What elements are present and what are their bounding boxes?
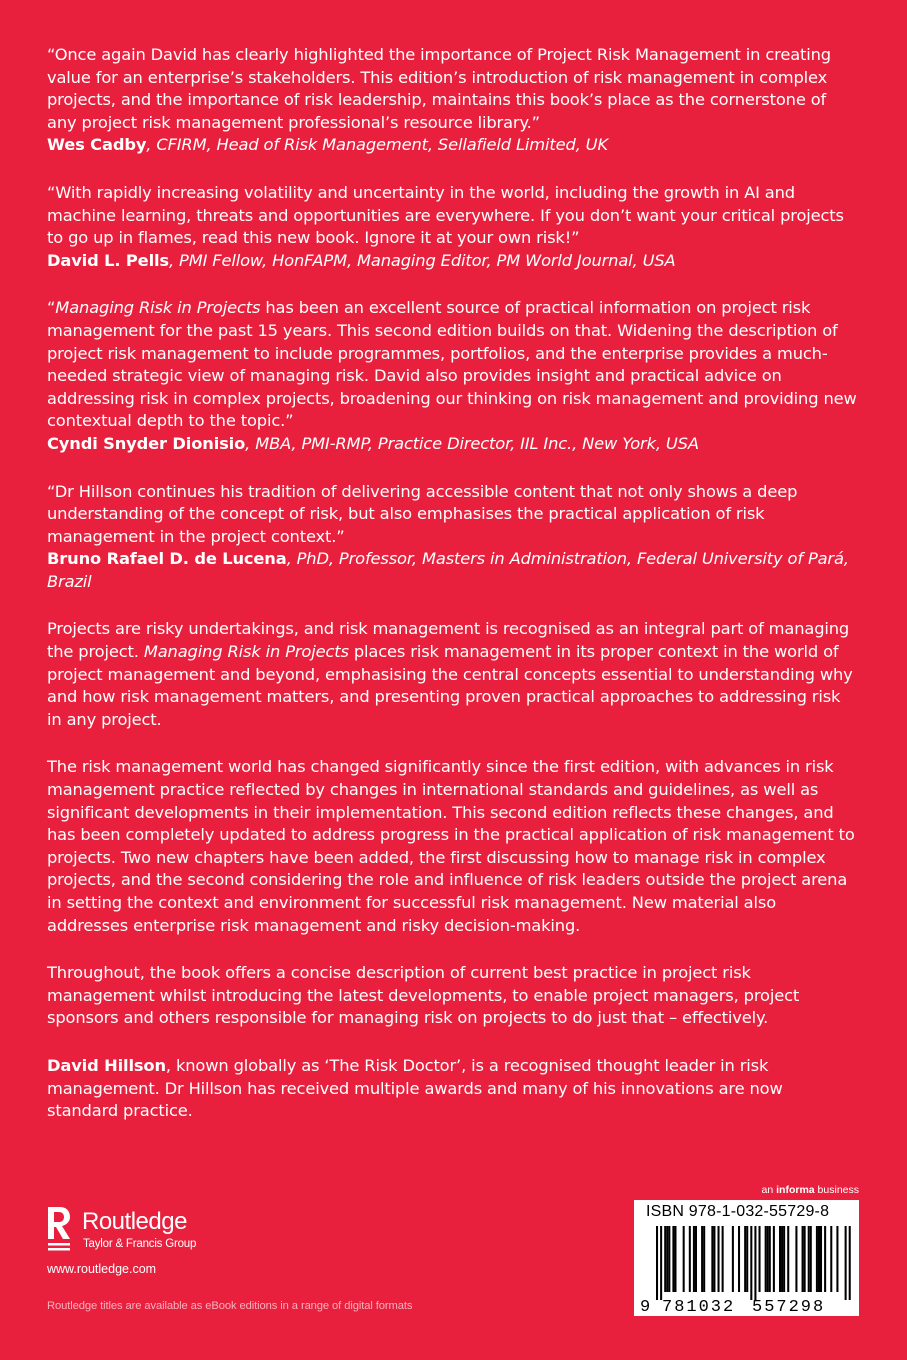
description-text: Projects are risky undertakings, and risk management is recognised as an integral part of managing the project. [47, 619, 850, 662]
book-title: Managing Risk in Projects [143, 642, 349, 662]
barcode-bar [689, 1226, 691, 1292]
quote-text: “Dr Hillson continues his tradition of delivering accessible content that not only shows a deep understanding of the concept of risk, but also emphasises the practical application of risk management in the project context.” [47, 481, 798, 546]
barcode-bar [824, 1226, 826, 1292]
barcode-bar [836, 1226, 838, 1292]
isbn-barcode [634, 1200, 859, 1316]
endorsement-quote [47, 297, 857, 455]
barcode-bar [672, 1226, 674, 1292]
barcode-guard-bar [656, 1226, 658, 1300]
barcode-bar [664, 1226, 666, 1292]
barcode-bar [695, 1226, 697, 1292]
barcode-digits-left: 781032 [662, 1298, 736, 1316]
barcode-bar [767, 1226, 769, 1292]
barcode-bar [810, 1226, 812, 1292]
barcode-bar [674, 1226, 676, 1292]
barcode-bar [732, 1226, 734, 1292]
barcode-digit-first: 9 [640, 1298, 651, 1316]
quote-text: “Once again David has clearly highlighted the importance of Project Risk Management in creating value for an enterprise’s stakeholders. This edition’s introduction of risk management in complex projects, and the importance of risk leadership, maintains this book’s place as the cornerstone of any project risk management professional’s resource library.” [47, 45, 831, 132]
description-paragraph: Throughout, the book offers a concise description of current best practice in project risk management whilst introducing the latest developments, to enable project managers, project sponsors and others responsible for managing risk on projects to do just that – effectively. [47, 963, 800, 1028]
barcode-bars [656, 1226, 851, 1300]
barcode-bar [668, 1226, 670, 1292]
back-cover-text [47, 44, 857, 1123]
isbn-label: ISBN 978-1-032-55729-8 [646, 1203, 830, 1220]
barcode-guard-bar [750, 1226, 752, 1300]
informa-suffix: business [814, 1184, 859, 1196]
barcode-bar [744, 1226, 746, 1292]
barcode-bar [830, 1226, 832, 1292]
barcode-bar [818, 1226, 820, 1292]
quote-attribution [47, 134, 857, 157]
barcode-bar [781, 1226, 783, 1292]
quote-attribution [47, 433, 857, 456]
barcode-bar [765, 1226, 767, 1292]
book-title: Managing Risk in Projects [55, 298, 261, 318]
barcode-bar [783, 1226, 785, 1292]
endorsement-quote [47, 44, 857, 157]
publisher-group: Taylor & Francis Group [83, 1238, 197, 1250]
barcode-guard-bar [849, 1226, 851, 1300]
barcode-guard-bar [660, 1226, 662, 1300]
barcode-guard-bar [845, 1226, 847, 1300]
endorser-credentials: , CFIRM, Head of Risk Management, Sellafield Limited, UK [146, 135, 608, 155]
barcode-guard-bar [754, 1226, 756, 1300]
barcode-bar [802, 1226, 804, 1292]
author-bio [47, 1055, 857, 1123]
barcode-bar [718, 1226, 720, 1292]
barcode-digits-right: 557298 [752, 1298, 826, 1316]
endorsement-quote [47, 182, 857, 272]
routledge-logo-icon [46, 1205, 72, 1253]
endorser-name: Wes Cadby [47, 135, 147, 155]
quote-text: “Managing Risk in Projects has been an excellent source of practical information on project risk management for the past 15 years. This second edition builds on that. Widening the description of project risk management to include programmes, portfolios, and the enterprise provides a much-needed strategic view of managing risk. David also provides insight and practical advice on addressing risk in complex projects, broadening our thinking on risk management and providing new contextual depth to the topic.” [47, 298, 857, 431]
barcode-bar [787, 1226, 789, 1292]
quote-text: “With rapidly increasing volatility and uncertainty in the world, including the growth in AI and machine learning, threats and opportunities are everywhere. If you don’t want your critical projects to go up in flames, read this new book. Ignore it at your own risk!” [47, 182, 844, 248]
description-text: places risk management in its proper context in the world of project management and beyond, emphasising the central concepts essential to understanding why and how risk management matters, and presenting proven practical approaches to addressing risk in any project. [47, 642, 853, 729]
author-name: David Hillson [47, 1055, 166, 1075]
description-paragraph: The risk management world has changed significantly since the first edition, with advances in risk management practice reflected by changes in international standards and guidelines, as well as significant developments in their implementation. This second edition reflects these changes, and has been completely updated to address progress in the practical application of risk management to projects. Two new chapters have been added, the first discussing how to manage risk in complex projects, and the second considering the role and influence of risk leaders outside the project arena in setting the context and environment for successful risk management. New material also addresses enterprise risk management and risky decision-making. [47, 757, 855, 935]
informa-prefix: an [761, 1184, 777, 1196]
quote-attribution [47, 250, 857, 273]
barcode-bar [683, 1226, 685, 1292]
author-bio-text: , known globally as ‘The Risk Doctor’, is a recognised thought leader in risk management. Dr Hillson has received multiple awards and many of his innovations are now standard practice. [47, 1055, 783, 1121]
barcode-bar [693, 1226, 695, 1292]
endorser-name: David L. Pells [47, 250, 169, 270]
barcode-bar [816, 1226, 818, 1292]
publisher-logo [46, 1205, 236, 1255]
barcode-bar [711, 1226, 713, 1292]
barcode-bar [738, 1226, 740, 1292]
endorsement-quote [47, 481, 857, 594]
ebook-note: Routledge titles are available as eBook editions in a range of digital formats [47, 1300, 413, 1312]
endorser-credentials: , PMI Fellow, HonFAPM, Managing Editor, PM World Journal, USA [168, 250, 676, 270]
description-paragraph [47, 618, 857, 731]
quote-body: has been an excellent source of practical information on project risk management for the past 15 years. This second edition builds on that. Widening the description of project risk management to include programmes, portfolios, and the enterprise provides a much-needed strategic view of managing risk. David also provides insight and practical advice on addressing risk in complex projects, broadening our thinking on risk management and providing new contextual depth to the topic.” [47, 298, 857, 431]
barcode-bar [713, 1226, 715, 1292]
barcode-bar [722, 1226, 724, 1292]
publisher-website[interactable]: www.routledge.com [47, 1262, 157, 1276]
barcode-bar [804, 1226, 806, 1292]
barcode-bar [759, 1226, 761, 1292]
quote-attribution [47, 548, 857, 593]
informa-brand: informa [776, 1184, 815, 1196]
barcode-bar [769, 1226, 771, 1292]
endorser-credentials: , PhD, Professor, Masters in Administration, Federal University of Pará, Brazil [47, 549, 849, 591]
barcode-bar [666, 1226, 668, 1292]
informa-tagline [762, 1184, 859, 1196]
barcode-bar [773, 1226, 775, 1292]
publisher-name: Routledge [82, 1208, 187, 1235]
barcode-bar [820, 1226, 822, 1292]
endorser-name: Bruno Rafael D. de Lucena [47, 549, 287, 569]
barcode-bar [779, 1226, 781, 1292]
barcode-bar [746, 1226, 748, 1292]
barcode-bar [703, 1226, 705, 1292]
barcode-bar [701, 1226, 703, 1292]
endorser-name: Cyndi Snyder Dionisio [47, 433, 246, 453]
barcode-bar [795, 1226, 797, 1292]
barcode-bar [808, 1226, 810, 1292]
barcode-graphic [634, 1200, 859, 1316]
endorser-credentials: , MBA, PMI-RMP, Practice Director, IIL Inc., New York, USA [245, 433, 699, 453]
